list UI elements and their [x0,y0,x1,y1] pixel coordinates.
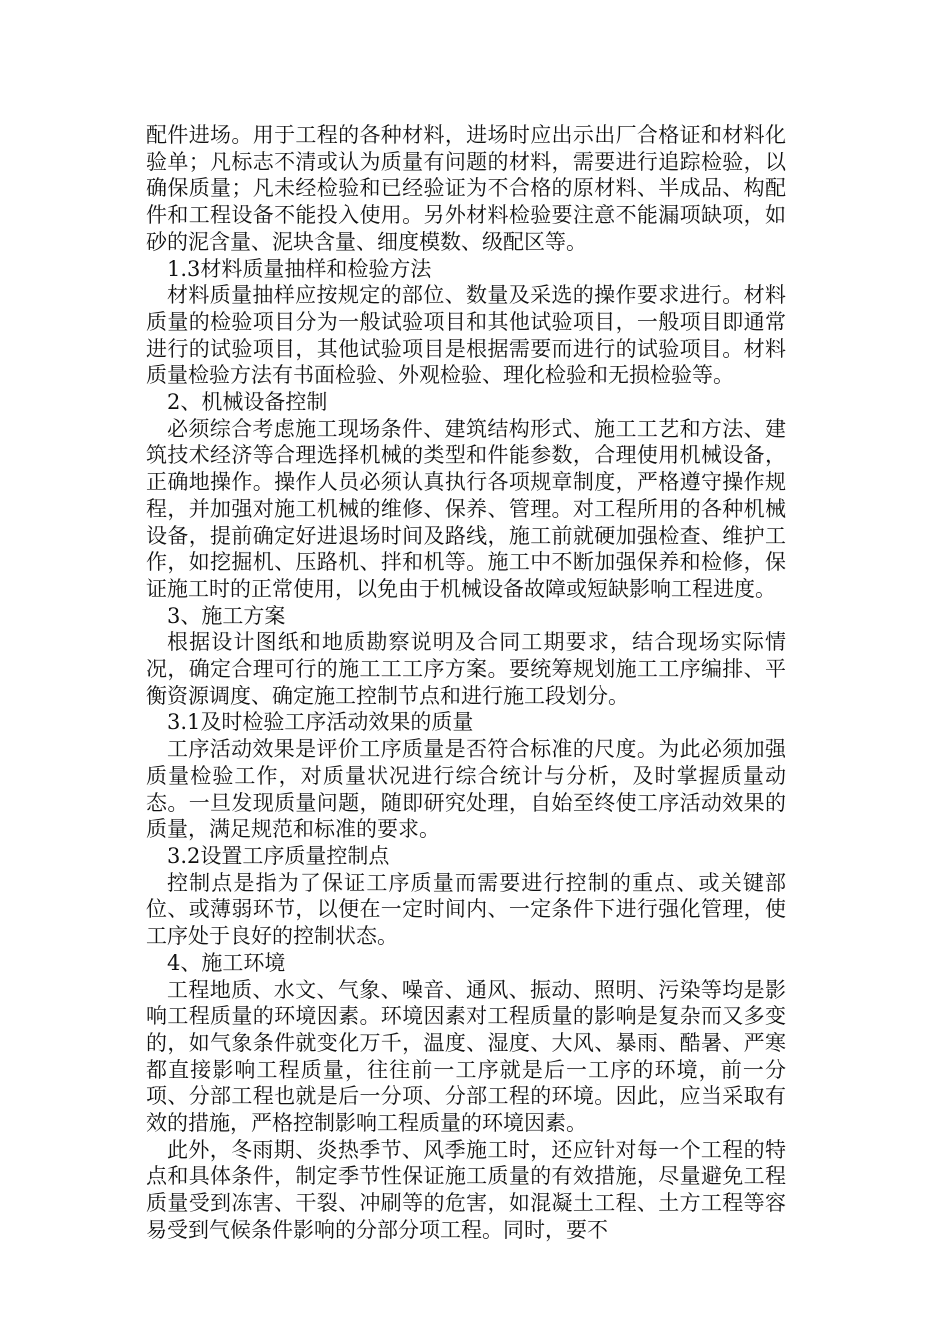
heading-process-inspection: 3.1及时检验工序活动效果的质量 [167,710,474,735]
paragraph-construction-plan: 根据设计图纸和地质勘察说明及合同工期要求，结合现场实际情况，确定合理可行的施工工工序方案。要统筹规划施工工序编排、平衡资源调度、确定施工控制节点和进行施工段划分。 [146,630,786,708]
document-body [146,122,786,1244]
paragraph-seasonal-measures: 此外，冬雨期、炎热季节、风季施工时，还应针对每一个工程的特点和具体条件，制定季节性保证施工质量的有效措施，尽量避免工程质量受到冻害、干裂、冲刷等的危害，如混凝土工程、土方工程等容易受到气候条件影响的分部分项工程。同时，要不 [146,1137,786,1242]
heading-construction-plan: 3、施工方案 [167,603,286,628]
paragraph-material-sampling: 材料质量抽样应按规定的部位、数量及采选的操作要求进行。材料质量的检验项目分为一般试验项目和其他试验项目，一般项目即通常进行的试验项目，其他试验项目是根据需要而进行的试验项目。材料质量检验方法有书面检验、外观检验、理化检验和无损检验等。 [146,283,786,388]
paragraph-control-points: 控制点是指为了保证工序质量而需要进行控制的重点、或关键部位、或薄弱环节，以便在一定时间内、一定条件下进行强化管理，使工序处于良好的控制状态。 [146,870,786,949]
paragraph-machinery-control: 必须综合考虑施工现场条件、建筑结构形式、施工工艺和方法、建筑技术经济等合理选择机械的类型和件能参数，合理使用机械设备，正确地操作。操作人员必须认真执行各项规章制度，严格遵守操作规程，并加强对施工机械的维修、保养、管理。对工程所用的各种机械设备，提前确定好进退场时间及路线，施工前就硬加强检查、维护工作，如挖掘机、压路机、拌和机等。施工中不断加强保养和检修，保证施工时的正常使用，以免由于机械设备故障或短缺影响工程进度。 [146,416,786,601]
heading-machinery-control: 2、机械设备控制 [167,390,328,415]
heading-control-points: 3.2设置工序质量控制点 [167,843,390,868]
paragraph-process-inspection: 工序活动效果是评价工序质量是否符合标准的尺度。为此必须加强质量检验工作，对质量状况进行综合统计与分析，及时掌握质量动态。一旦发现质量问题，随即研究处理，自始至终使工序活动效果的质量，满足规范和标准的要求。 [146,737,786,842]
heading-construction-environment: 4、施工环境 [167,950,286,975]
paragraph-environment-factors: 工程地质、水文、气象、噪音、通风、振动、照明、污染等均是影响工程质量的环境因素。环境因素对工程质量的影响是复杂而又多变的，如气象条件就变化万千，温度、湿度、大风、暴雨、酷暑、严寒都直接影响工程质量，往往前一工序就是后一工序的环境，前一分项、分部工程也就是后一分项、分部工程的环境。因此，应当采取有效的措施，严格控制影响工程质量的环境因素。 [146,977,786,1136]
heading-material-sampling: 1.3材料质量抽样和检验方法 [167,256,432,281]
paragraph-materials-entry: 配件进场。用于工程的各种材料，进场时应出示出厂合格证和材料化验单；凡标志不清或认为质量有问题的材料，需要进行追踪检验，以确保质量；凡未经检验和已经验证为不合格的原材料、半成品、构配件和工程设备不能投入使用。另外材料检验要注意不能漏项缺项，如砂的泥含量、泥块含量、细度模数、级配区等。 [146,123,786,254]
